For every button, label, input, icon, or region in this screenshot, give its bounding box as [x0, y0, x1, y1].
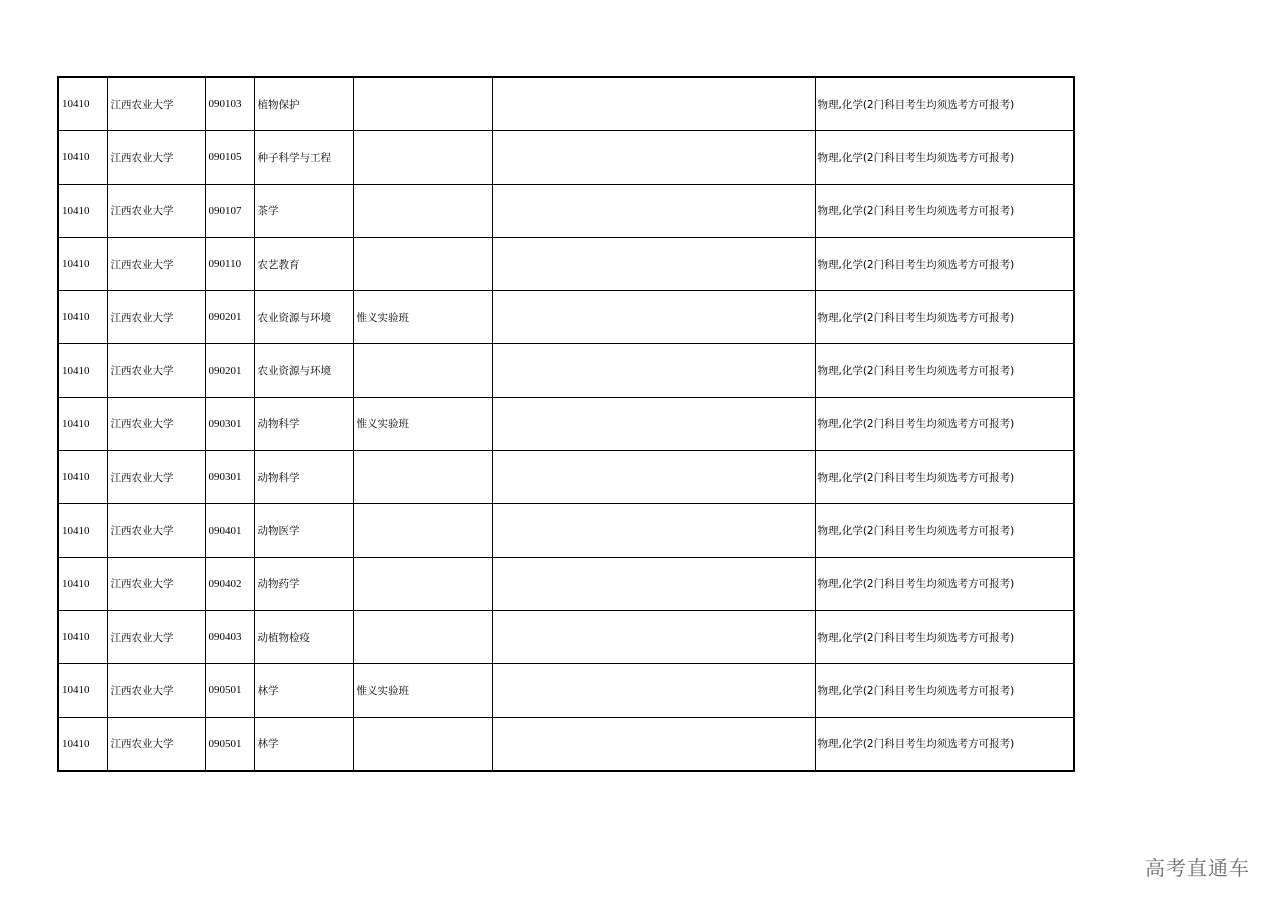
major-code-cell: 090103 — [205, 77, 254, 131]
school-code-cell: 10410 — [58, 717, 107, 771]
subject-requirement-cell: 物理,化学(2门科目考生均须选考方可报考) — [815, 131, 1074, 184]
class-note-cell — [353, 344, 492, 397]
class-note-cell — [353, 610, 492, 663]
table-row — [58, 237, 1074, 290]
table-row — [58, 291, 1074, 344]
table-row — [58, 184, 1074, 237]
subject-requirement-cell: 物理,化学(2门科目考生均须选考方可报考) — [815, 344, 1074, 397]
remark-cell — [492, 397, 815, 450]
class-note-cell — [353, 131, 492, 184]
school-code-cell: 10410 — [58, 504, 107, 557]
table-row — [58, 717, 1074, 771]
subject-requirement-cell: 物理,化学(2门科目考生均须选考方可报考) — [815, 717, 1074, 771]
subject-requirement-cell: 物理,化学(2门科目考生均须选考方可报考) — [815, 77, 1074, 131]
remark-cell — [492, 557, 815, 610]
major-code-cell: 090201 — [205, 344, 254, 397]
class-note-cell — [353, 504, 492, 557]
major-name-cell: 动物科学 — [254, 397, 353, 450]
class-note-cell: 惟义实验班 — [353, 291, 492, 344]
admission-subject-table — [57, 76, 1075, 772]
remark-cell — [492, 184, 815, 237]
school-name-cell: 江西农业大学 — [107, 451, 205, 504]
school-code-cell: 10410 — [58, 184, 107, 237]
remark-cell — [492, 451, 815, 504]
school-code-cell: 10410 — [58, 664, 107, 717]
subject-requirement-cell: 物理,化学(2门科目考生均须选考方可报考) — [815, 451, 1074, 504]
subject-requirement-cell: 物理,化学(2门科目考生均须选考方可报考) — [815, 610, 1074, 663]
subject-requirement-cell: 物理,化学(2门科目考生均须选考方可报考) — [815, 664, 1074, 717]
table-row — [58, 131, 1074, 184]
school-code-cell: 10410 — [58, 610, 107, 663]
major-name-cell: 农艺教育 — [254, 237, 353, 290]
school-name-cell: 江西农业大学 — [107, 610, 205, 663]
major-name-cell: 林学 — [254, 664, 353, 717]
school-code-cell: 10410 — [58, 131, 107, 184]
school-name-cell: 江西农业大学 — [107, 504, 205, 557]
remark-cell — [492, 237, 815, 290]
major-name-cell: 农业资源与环境 — [254, 344, 353, 397]
school-name-cell: 江西农业大学 — [107, 397, 205, 450]
major-name-cell: 动物药学 — [254, 557, 353, 610]
school-name-cell: 江西农业大学 — [107, 237, 205, 290]
major-code-cell: 090402 — [205, 557, 254, 610]
subject-requirement-cell: 物理,化学(2门科目考生均须选考方可报考) — [815, 557, 1074, 610]
table-row — [58, 77, 1074, 131]
table-row — [58, 664, 1074, 717]
school-code-cell: 10410 — [58, 344, 107, 397]
school-name-cell: 江西农业大学 — [107, 664, 205, 717]
table-row — [58, 610, 1074, 663]
class-note-cell: 惟义实验班 — [353, 664, 492, 717]
remark-cell — [492, 77, 815, 131]
school-name-cell: 江西农业大学 — [107, 344, 205, 397]
remark-cell — [492, 717, 815, 771]
school-name-cell: 江西农业大学 — [107, 131, 205, 184]
remark-cell — [492, 664, 815, 717]
school-name-cell: 江西农业大学 — [107, 77, 205, 131]
subject-requirement-cell: 物理,化学(2门科目考生均须选考方可报考) — [815, 291, 1074, 344]
major-name-cell: 植物保护 — [254, 77, 353, 131]
major-code-cell: 090301 — [205, 451, 254, 504]
major-code-cell: 090201 — [205, 291, 254, 344]
school-code-cell: 10410 — [58, 77, 107, 131]
major-code-cell: 090301 — [205, 397, 254, 450]
table-row — [58, 344, 1074, 397]
major-code-cell: 090501 — [205, 717, 254, 771]
major-code-cell: 090501 — [205, 664, 254, 717]
table-row — [58, 504, 1074, 557]
class-note-cell — [353, 184, 492, 237]
remark-cell — [492, 131, 815, 184]
major-name-cell: 动物科学 — [254, 451, 353, 504]
table-row — [58, 397, 1074, 450]
major-code-cell: 090403 — [205, 610, 254, 663]
class-note-cell — [353, 451, 492, 504]
major-code-cell: 090107 — [205, 184, 254, 237]
school-name-cell: 江西农业大学 — [107, 184, 205, 237]
major-name-cell: 种子科学与工程 — [254, 131, 353, 184]
watermark-text: 高考直通车 — [1145, 856, 1250, 880]
major-name-cell: 动植物检疫 — [254, 610, 353, 663]
remark-cell — [492, 610, 815, 663]
major-code-cell: 090110 — [205, 237, 254, 290]
remark-cell — [492, 504, 815, 557]
school-code-cell: 10410 — [58, 237, 107, 290]
class-note-cell — [353, 557, 492, 610]
class-note-cell — [353, 77, 492, 131]
school-name-cell: 江西农业大学 — [107, 557, 205, 610]
school-name-cell: 江西农业大学 — [107, 717, 205, 771]
major-name-cell: 林学 — [254, 717, 353, 771]
major-code-cell: 090105 — [205, 131, 254, 184]
school-code-cell: 10410 — [58, 557, 107, 610]
subject-requirement-cell: 物理,化学(2门科目考生均须选考方可报考) — [815, 237, 1074, 290]
class-note-cell — [353, 717, 492, 771]
major-code-cell: 090401 — [205, 504, 254, 557]
school-name-cell: 江西农业大学 — [107, 291, 205, 344]
table-row — [58, 451, 1074, 504]
subject-requirement-cell: 物理,化学(2门科目考生均须选考方可报考) — [815, 504, 1074, 557]
class-note-cell — [353, 237, 492, 290]
remark-cell — [492, 291, 815, 344]
major-name-cell: 农业资源与环境 — [254, 291, 353, 344]
school-code-cell: 10410 — [58, 397, 107, 450]
school-code-cell: 10410 — [58, 291, 107, 344]
major-name-cell: 动物医学 — [254, 504, 353, 557]
major-name-cell: 茶学 — [254, 184, 353, 237]
subject-requirement-cell: 物理,化学(2门科目考生均须选考方可报考) — [815, 397, 1074, 450]
table-body — [58, 77, 1074, 771]
subject-requirement-cell: 物理,化学(2门科目考生均须选考方可报考) — [815, 184, 1074, 237]
school-code-cell: 10410 — [58, 451, 107, 504]
table-row — [58, 557, 1074, 610]
remark-cell — [492, 344, 815, 397]
class-note-cell: 惟义实验班 — [353, 397, 492, 450]
